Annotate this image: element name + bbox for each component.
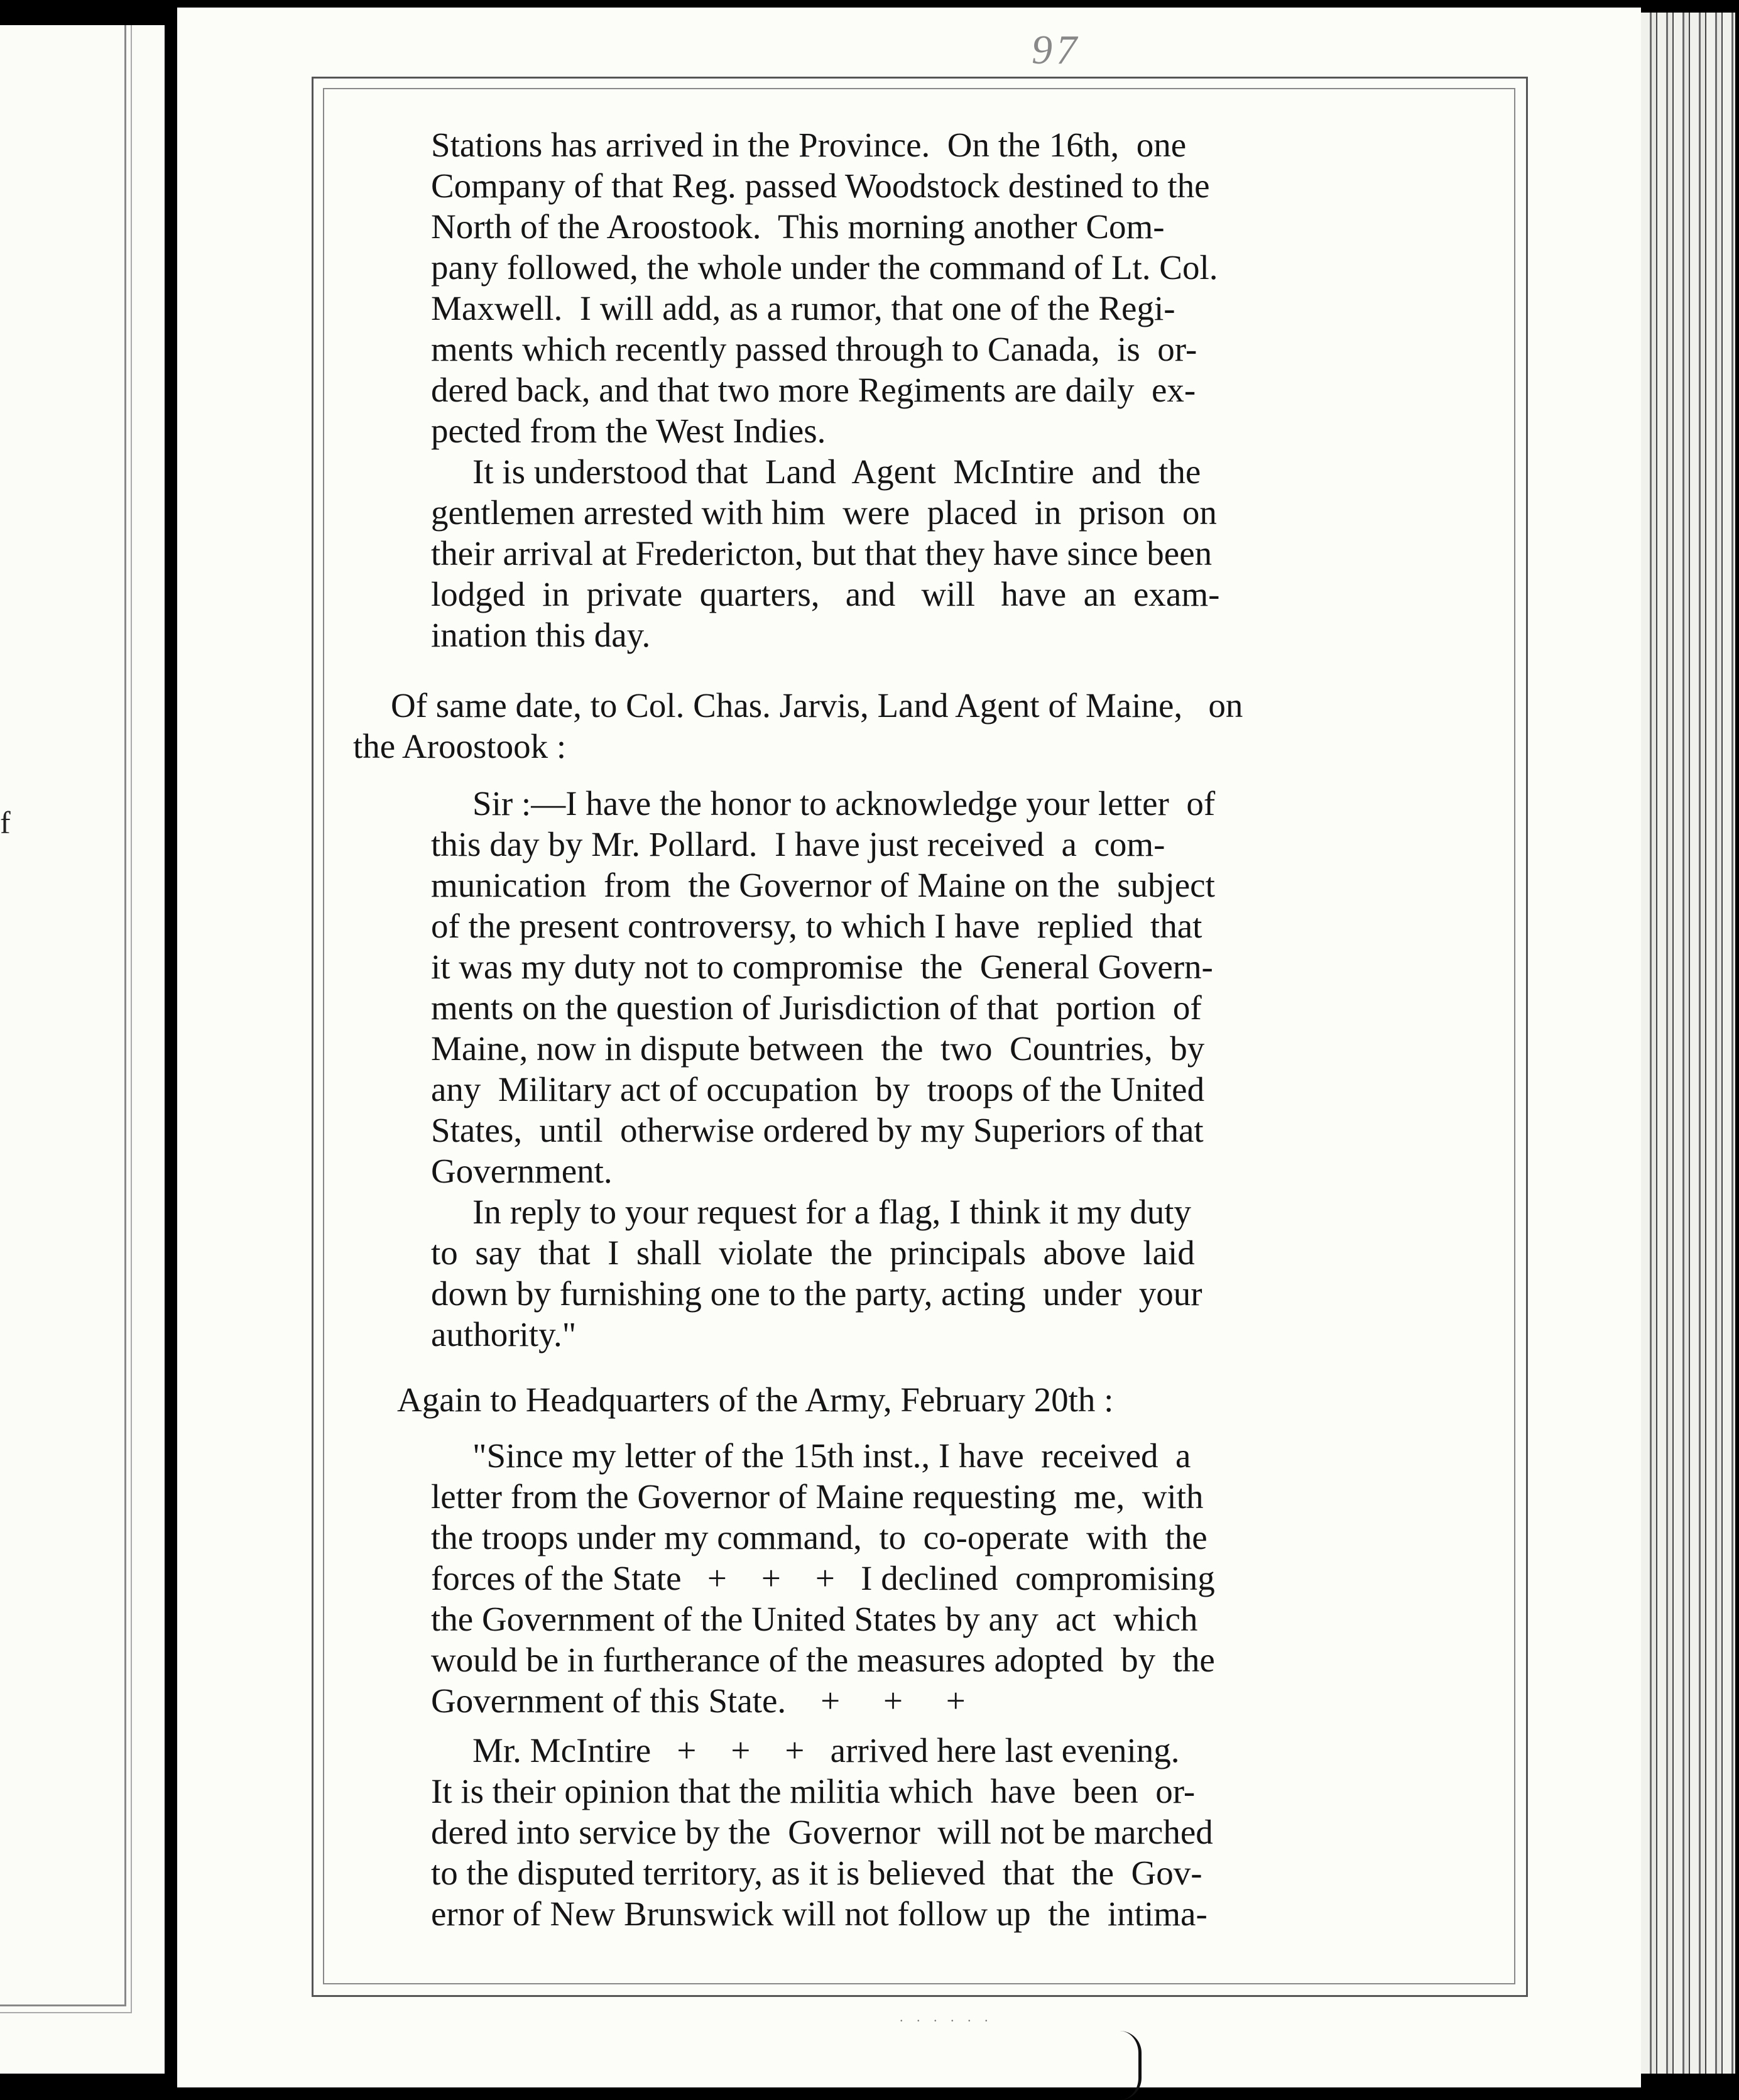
text-line: Stations has arrived in the Province. On the 16th, one bbox=[431, 126, 1187, 164]
text-line: pected from the West Indies. bbox=[431, 412, 826, 450]
text-line: the troops under my command, to co-operate with the bbox=[431, 1518, 1207, 1556]
text-line: letter from the Governor of Maine requesting me, with bbox=[431, 1477, 1204, 1516]
text-line: to the disputed territory, as it is believed that the Gov- bbox=[431, 1854, 1202, 1892]
bottom-marks: . . . . . . bbox=[900, 2009, 993, 2025]
text-line: gentlemen arrested with him were placed in prison on bbox=[431, 493, 1217, 532]
text-line: ments which recently passed through to Canada, is or- bbox=[431, 330, 1197, 368]
book-gutter bbox=[165, 0, 177, 2096]
text-line: forces of the State + + + I declined compromising bbox=[431, 1559, 1215, 1597]
text-line: "Since my letter of the 15th inst., I have received a bbox=[472, 1436, 1191, 1475]
facing-page-frame bbox=[0, 25, 126, 2006]
text-line: the Government of the United States by any act which bbox=[431, 1600, 1198, 1638]
text-line: any Military act of occupation by troops of the United bbox=[431, 1070, 1205, 1108]
text-line: It is understood that Land Agent McIntire and the bbox=[472, 452, 1201, 491]
text-line: In reply to your request for a flag, I think it my duty bbox=[472, 1193, 1192, 1231]
document-page bbox=[177, 8, 1641, 2087]
text-line: lodged in private quarters, and will have an exam- bbox=[431, 575, 1220, 613]
text-line: would be in furtherance of the measures adopted by the bbox=[431, 1641, 1215, 1679]
text-line: dered back, and that two more Regiments are daily ex- bbox=[431, 371, 1196, 409]
facing-page-mark: f bbox=[0, 805, 11, 840]
text-line: this day by Mr. Pollard. I have just received a com- bbox=[431, 825, 1165, 863]
text-line: their arrival at Fredericton, but that they have since been bbox=[431, 534, 1213, 572]
text-line: ments on the question of Jurisdiction of that portion of bbox=[431, 988, 1202, 1027]
text-line: the Aroostook : bbox=[353, 727, 567, 765]
text-line: Company of that Reg. passed Woodstock destined to the bbox=[431, 167, 1210, 205]
page-edges bbox=[1641, 13, 1735, 2074]
text-line: Maine, now in dispute between the two Countries, by bbox=[431, 1029, 1205, 1068]
text-line: down by furnishing one to the party, acting under your bbox=[431, 1274, 1202, 1313]
text-line: North of the Aroostook. This morning another Com- bbox=[431, 207, 1165, 246]
text-line: Of same date, to Col. Chas. Jarvis, Land Agent of Maine, on bbox=[391, 686, 1243, 725]
body-text bbox=[177, 8, 1641, 2087]
text-line: pany followed, the whole under the command of Lt. Col. bbox=[431, 248, 1218, 287]
text-line: Again to Headquarters of the Army, February 20th : bbox=[397, 1381, 1114, 1419]
text-line: Sir :—I have the honor to acknowledge your letter of bbox=[472, 784, 1216, 823]
facing-page bbox=[0, 25, 165, 2074]
text-line: munication from the Governor of Maine on the subject bbox=[431, 866, 1215, 904]
text-line: to say that I shall violate the principals above laid bbox=[431, 1233, 1195, 1272]
page-number: 97 bbox=[1032, 27, 1081, 73]
text-line: ernor of New Brunswick will not follow up the intima- bbox=[431, 1895, 1207, 1933]
text-line: Mr. McIntire + + + arrived here last evening. bbox=[472, 1731, 1180, 1769]
binding-thread bbox=[1120, 2031, 1142, 2100]
text-line: States, until otherwise ordered by my Superiors of that bbox=[431, 1111, 1204, 1149]
text-line: It is their opinion that the militia which have been or- bbox=[431, 1772, 1196, 1810]
text-line: Government of this State. + + + bbox=[431, 1682, 966, 1720]
text-line: Government. bbox=[431, 1152, 613, 1190]
text-line: dered into service by the Governor will not be marched bbox=[431, 1813, 1213, 1851]
text-line: ination this day. bbox=[431, 616, 651, 654]
text-line: it was my duty not to compromise the General Govern- bbox=[431, 948, 1213, 986]
text-line: authority." bbox=[431, 1315, 577, 1354]
text-line: Maxwell. I will add, as a rumor, that one of the Regi- bbox=[431, 289, 1175, 327]
text-line: of the present controversy, to which I have replied that bbox=[431, 907, 1202, 945]
